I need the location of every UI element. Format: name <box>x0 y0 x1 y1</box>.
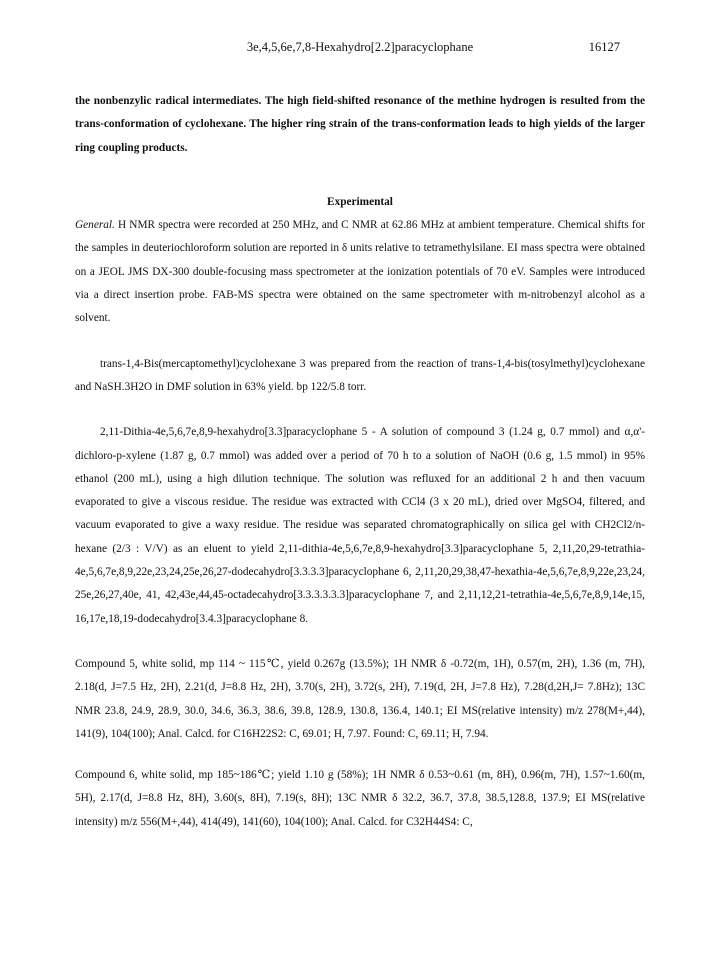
general-label: General. <box>75 219 115 232</box>
page-number: 16127 <box>588 40 620 54</box>
running-header <box>0 40 720 60</box>
compound3-paragraph: trans-1,4-Bis(mercaptomethyl)cyclohexane 3 was prepared from the reaction of trans-1,4-bis(tosylmethyl)cyclohexane and NaSH.3H2O in DMF solution in 63% yield. bp 122/5.8 torr. <box>75 357 645 393</box>
running-title: 3e,4,5,6e,7,8-Hexahydro[2.2]paracyclophane <box>246 40 474 54</box>
general-paragraph <box>75 214 645 330</box>
compound5-prep-paragraph: 2,11-Dithia-4e,5,6,7e,8,9-hexahydro[3.3]paracyclophane 5 - A solution of compound 3 (1.24 g, 0.7 mmol) and α,α'-dichloro-p-xylene (1.87 g, 0.7 mmol) was added over a period of 70 h to a solution of NaOH (0.6 g, 1.5 mmol) in 95% ethanol (200 mL), using a high dilution technique. The solution was refluxed for an additional 2 h and then vacuum evaporated to give a viscous residue. The residue was extracted with CCl4 (3 x 20 mL), dried over MgSO4, filtered, and vacuum evaporated to give a waxy residue. The residue was separated chromatographically on silica gel with CH2Cl2/n-hexane (2/3 : V/V) as an eluent to yield 2,11-dithia-4e,5,6,7e,8,9-hexahydro[3.3]paracyclophane 5, 2,11,20,29-tetrathia-4e,5,6,7e,8,9,22e,23,24,25e,26,27-dodecahydro[3.3.3.3]paracyclophane 6, 2,11,20,29,38,47-hexathia-4e,5,6,7e,8,9,22e,23,24, 25e,26,27,40e, 41, 42,43e,44,45-octadecahydro[3.3.3.3.3.3]paracyclophane 7, and 2,11,12,21-tetrathia-4e,5,6,7e,8,9,14e,15, 16,17e,18,19-dodecahydro[3.4.3]paracyclophane 8. <box>75 426 645 625</box>
general-text: H NMR spectra were recorded at 250 MHz, and C NMR at 62.86 MHz at ambient temperature. Chemical shifts for the samples in deuteriochloroform solution are reported in δ units relative to tetramethylsilane. EI mass spectra were obtained on a JEOL JMS DX-300 double-focusing mass spectrometer at the ionization potentials of 70 eV. Samples were introduced via a direct insertion probe. FAB-MS spectra were obtained on the same spectrometer with m-nitrobenzyl alcohol as a solvent. <box>75 219 645 325</box>
intro-paragraph: the nonbenzylic radical intermediates. The high field-shifted resonance of the methine hydrogen is resulted from the trans-conformation of cyclohexane. The higher ring strain of the trans-conformation leads to high yields of the larger ring coupling products. <box>75 95 645 154</box>
compound6-data-paragraph: Compound 6, white solid, mp 185~186℃; yield 1.10 g (58%); 1H NMR δ 0.53~0.61 (m, 8H), 0.96(m, 7H), 1.57~1.60(m, 5H), 2.17(d, J=8.8 Hz, 8H), 3.60(s, 8H), 7.19(s, 8H); 13C NMR δ 32.2, 36.7, 37.8, 38.5,128.8, 137.9; EI MS(relative intensity) m/z 556(M+,44), 414(49), 141(60), 104(100); Anal. Calcd. for C32H44S4: C, <box>75 769 645 828</box>
section-heading-experimental: Experimental <box>327 195 393 208</box>
body-text <box>75 90 645 834</box>
compound5-data-paragraph: Compound 5, white solid, mp 114 ~ 115℃, yield 0.267g (13.5%); 1H NMR δ -0.72(m, 1H), 0.57(m, 2H), 1.36 (m, 7H), 2.18(d, J=7.5 Hz, 2H), 2.21(d, J=8.8 Hz, 2H), 3.70(s, 2H), 3.72(s, 2H), 7.19(d, 2H, J=7.8 Hz), 7.28(d,2H,J= 7.8Hz); 13C NMR 23.8, 24.9, 28.9, 30.0, 34.6, 36.3, 38.6, 39.8, 128.9, 130.8, 136.4, 140.1; EI MS(relative intensity) m/z 278(M+,44), 141(9), 104(100); Anal. Calcd. for C16H22S2: C, 69.01; H, 7.97. Found: C, 69.11; H, 7.94. <box>75 657 645 740</box>
